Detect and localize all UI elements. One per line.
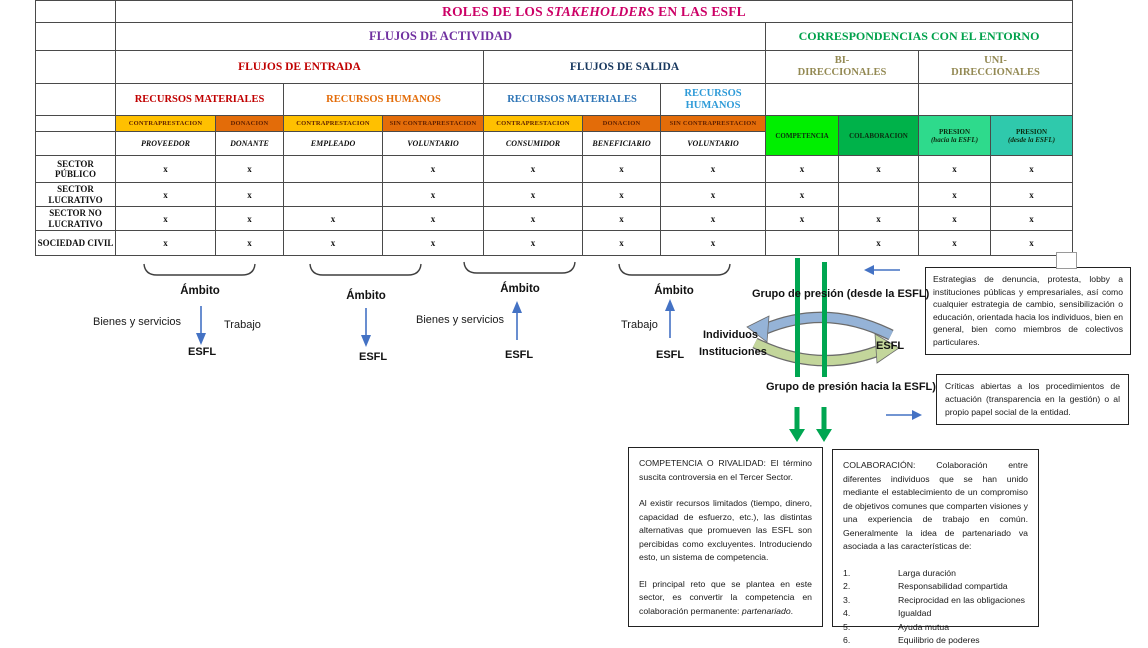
cell-mark: x — [284, 231, 383, 256]
cell-mark: x — [216, 183, 284, 207]
green-down-arrow-icon — [816, 407, 832, 443]
exchange-donacion-2: DONACION — [583, 116, 661, 132]
table-title — [116, 1, 1073, 23]
cell-mark: x — [766, 156, 839, 183]
list-text: Responsabilidad compartida — [898, 581, 1008, 591]
competencia-text-3-end: . — [790, 605, 794, 616]
competencia-paragraph-1 — [639, 457, 812, 484]
cell-mark — [839, 183, 919, 207]
anchor-square — [1056, 252, 1077, 269]
header-flujos-actividad: FLUJOS DE ACTIVIDAD — [116, 23, 766, 51]
flow-side-label-2: Trabajo — [224, 319, 261, 331]
list-number: 1. — [843, 567, 851, 578]
stakeholders-table — [35, 0, 1073, 256]
list-text: Ayuda mutua — [898, 621, 950, 632]
corner-spacer — [36, 1, 116, 23]
cell-mark: x — [383, 231, 484, 256]
cell-mark: x — [383, 156, 484, 183]
cell-mark: x — [839, 207, 919, 231]
pressure-line-left — [795, 258, 800, 377]
cell-mark: x — [839, 156, 919, 183]
spacer — [36, 116, 116, 132]
spacer — [36, 132, 116, 156]
down-arrow-icon — [194, 304, 208, 346]
cell-mark: x — [919, 156, 991, 183]
list-text: Equilibrio de poderes — [898, 635, 980, 645]
cell-mark: x — [116, 156, 216, 183]
cell-mark: x — [383, 207, 484, 231]
role-voluntario-1: VOLUNTARIO — [383, 132, 484, 156]
list-item — [843, 607, 1028, 621]
exchange-contraprestacion-2: CONTRAPRESTACION — [284, 116, 383, 132]
cell-mark — [284, 156, 383, 183]
pressure-line-right — [822, 262, 827, 377]
competencia-lead: COMPETENCIA O RIVALIDAD: — [639, 458, 766, 468]
ambito-label-3: Ámbito — [500, 283, 540, 295]
title-post: EN LAS ESFL — [654, 3, 746, 19]
role-proveedor: PROVEEDOR — [116, 132, 216, 156]
exchange-sin-contraprestacion-1: SIN CONTRAPRESTACION — [383, 116, 484, 132]
note-colaboracion — [832, 449, 1039, 645]
row-label-sociedad-civil: SOCIEDAD CIVIL — [36, 231, 116, 256]
cell-mark: x — [661, 156, 766, 183]
cell-mark: x — [661, 183, 766, 207]
brace-entrada-materiales — [142, 262, 257, 277]
spacer — [36, 84, 116, 116]
brace-salida-humanos — [617, 262, 732, 277]
competencia-label: COMPETENCIA — [775, 131, 829, 140]
list-item — [843, 567, 1028, 581]
ambito-label-1: Ámbito — [180, 285, 220, 297]
list-item — [843, 634, 1028, 648]
list-number: 4. — [843, 608, 851, 618]
cell-mark: x — [383, 183, 484, 207]
colaboracion-text: : Colaboración entre diferentes individuos que se han unido mediante el establecimiento de un compromiso de objetivos comunes que comparten visiones y una experiencia de trabajo en común. Generalmente la idea de partenariado va asociada a las características de: — [843, 460, 1028, 551]
list-text: Reciprocidad en las obligaciones — [898, 594, 1026, 605]
cell-mark: x — [919, 231, 991, 256]
title-pre: ROLES DE LOS — [442, 3, 547, 19]
cell-mark: x — [919, 207, 991, 231]
header-recursos-materiales-entrada: RECURSOS MATERIALES — [116, 84, 284, 116]
colaboracion-paragraph — [843, 459, 1028, 554]
pressure-bottom-label: Grupo de presión hacia la ESFL) — [766, 381, 936, 393]
competencia-text-1: El término suscita controversia en el Tercer Sector. — [639, 458, 812, 482]
list-number: 3. — [843, 594, 851, 605]
cell-mark: x — [216, 231, 284, 256]
list-number: 6. — [843, 635, 851, 645]
exchange-donacion-1: DONACION — [216, 116, 284, 132]
pressure-esfl-label: ESFL — [876, 340, 905, 352]
presion-hacia-sublabel: (hacia la ESFL) — [930, 135, 979, 144]
cell-mark: x — [991, 183, 1073, 207]
uni-line1: UNI- — [984, 55, 1007, 66]
header-recursos-humanos-entrada: RECURSOS HUMANOS — [284, 84, 484, 116]
row-label-sector-no-lucrativo: SECTOR NO LUCRATIVO — [36, 207, 116, 231]
flow-side-label-1: Bienes y servicios — [93, 316, 182, 328]
cell-mark: x — [991, 156, 1073, 183]
list-number: 5. — [843, 621, 851, 632]
cell-mark: x — [116, 183, 216, 207]
pressure-instituciones-label: Instituciones — [699, 346, 767, 358]
brace-entrada-humanos — [308, 262, 423, 277]
cell-mark: x — [116, 207, 216, 231]
spacer — [36, 51, 116, 84]
empty-cell — [919, 84, 1073, 116]
spacer — [36, 23, 116, 51]
cell-mark: x — [484, 183, 583, 207]
header-recursos-humanos-salida: RECURSOS HUMANOS — [661, 84, 766, 116]
list-text: Larga duración — [898, 567, 956, 578]
correspondence-presion-hacia — [919, 116, 991, 156]
competencia-paragraph-2: Al existir recursos limitados (tiempo, dinero, capacidad de esfuerzo, etc.), las distintas alternativas que promueven las ESFL son percibidas como excluyentes. Introduciendo esto, un sistema de competencia. — [639, 498, 812, 562]
flow-side-label-3: Bienes y servicios — [416, 314, 505, 326]
role-donante: DONANTE — [216, 132, 284, 156]
note-criticas: Críticas abiertas a los procedimientos de actuación (transparencia en la gestión) o al propio papel social de la entidad. — [936, 374, 1129, 425]
list-item — [843, 621, 1028, 635]
cell-mark: x — [661, 207, 766, 231]
right-arrow-icon — [884, 408, 922, 422]
cell-mark — [284, 183, 383, 207]
header-recursos-materiales-salida: RECURSOS MATERIALES — [484, 84, 661, 116]
cell-mark: x — [991, 207, 1073, 231]
uni-line2: DIRECCIONALES — [951, 67, 1040, 78]
correspondence-competencia — [766, 116, 839, 156]
cell-mark: x — [583, 231, 661, 256]
role-empleado: EMPLEADO — [284, 132, 383, 156]
colaboracion-lead: COLABORACIÓN — [843, 460, 913, 470]
correspondence-colaboracion — [839, 116, 919, 156]
list-item — [843, 580, 1028, 594]
correspondence-presion-desde — [991, 116, 1073, 156]
green-down-arrow-icon — [789, 407, 805, 443]
competencia-paragraph-3 — [639, 578, 812, 619]
cell-mark: x — [766, 183, 839, 207]
up-arrow-icon — [663, 298, 677, 340]
cell-mark: x — [484, 231, 583, 256]
down-arrow-icon — [359, 306, 373, 348]
role-consumidor: CONSUMIDOR — [484, 132, 583, 156]
row-label-sector-lucrativo: SECTOR LUCRATIVO — [36, 183, 116, 207]
exchange-contraprestacion-1: CONTRAPRESTACION — [116, 116, 216, 132]
presion-hacia-label: PRESION — [938, 127, 971, 136]
brace-salida-materiales — [462, 260, 577, 275]
title-italic: STAKEHOLDERS — [546, 3, 655, 19]
list-text: Igualdad — [898, 608, 932, 618]
competencia-partenariado: partenariado — [741, 605, 791, 616]
exchange-sin-contraprestacion-2: SIN CONTRAPRESTACION — [661, 116, 766, 132]
header-correspondencias: CORRESPONDENCIAS CON EL ENTORNO — [766, 23, 1073, 51]
cell-mark: x — [766, 207, 839, 231]
header-bidireccionales — [766, 51, 919, 84]
cell-mark: x — [484, 156, 583, 183]
bi-line2: DIRECCIONALES — [797, 67, 887, 78]
bi-line1: BI- — [834, 55, 850, 66]
flow-target-4: ESFL — [656, 349, 685, 361]
flow-target-1: ESFL — [188, 346, 217, 358]
presion-desde-label: PRESION — [1015, 127, 1048, 136]
list-item — [843, 594, 1028, 608]
flow-side-label-4: Trabajo — [621, 319, 658, 331]
exchange-contraprestacion-3: CONTRAPRESTACION — [484, 116, 583, 132]
note-competencia — [628, 447, 823, 627]
up-arrow-icon — [510, 300, 524, 342]
role-voluntario-2: VOLUNTARIO — [661, 132, 766, 156]
cell-mark: x — [583, 183, 661, 207]
list-number: 2. — [843, 581, 851, 591]
cell-mark: x — [919, 183, 991, 207]
left-arrow-icon — [864, 263, 902, 277]
pressure-individuos-label: Individuos — [703, 329, 758, 341]
flow-target-3: ESFL — [505, 349, 534, 361]
ambito-label-4: Ámbito — [654, 285, 694, 297]
note-estrategias: Estrategias de denuncia, protesta, lobby a instituciones públicas y empresariales, así como cualquier estrategia de cambio, sensibilización o educación, orientada hacia los individuos, bien en general, bien como miembros de colectivos particulares. — [925, 267, 1131, 355]
cell-mark: x — [484, 207, 583, 231]
flow-target-2: ESFL — [359, 351, 388, 363]
empty-cell — [766, 84, 919, 116]
cell-mark: x — [116, 231, 216, 256]
presion-desde-sublabel: (desde la ESFL) — [1007, 135, 1056, 144]
cell-mark: x — [583, 156, 661, 183]
cell-mark: x — [284, 207, 383, 231]
cell-mark: x — [661, 231, 766, 256]
header-unidireccionales — [919, 51, 1073, 84]
ambito-label-2: Ámbito — [346, 290, 386, 302]
cycle-arrows-icon — [733, 303, 905, 375]
colaboracion-label: COLABORACION — [849, 131, 908, 140]
cell-mark: x — [216, 156, 284, 183]
cell-mark: x — [839, 231, 919, 256]
pressure-top-label: Grupo de presión (desde la ESFL) — [752, 288, 930, 300]
role-beneficiario: BENEFICIARIO — [583, 132, 661, 156]
cell-mark — [766, 231, 839, 256]
header-flujos-entrada: FLUJOS DE ENTRADA — [116, 51, 484, 84]
competencia-text-3: El principal reto que se plantea en este sector, es convertir la competencia en colaboración permanente: — [639, 578, 812, 616]
cell-mark: x — [991, 231, 1073, 256]
cell-mark: x — [583, 207, 661, 231]
cell-mark: x — [216, 207, 284, 231]
row-label-sector-publico: SECTOR PÚBLICO — [36, 156, 116, 183]
header-flujos-salida: FLUJOS DE SALIDA — [484, 51, 766, 84]
